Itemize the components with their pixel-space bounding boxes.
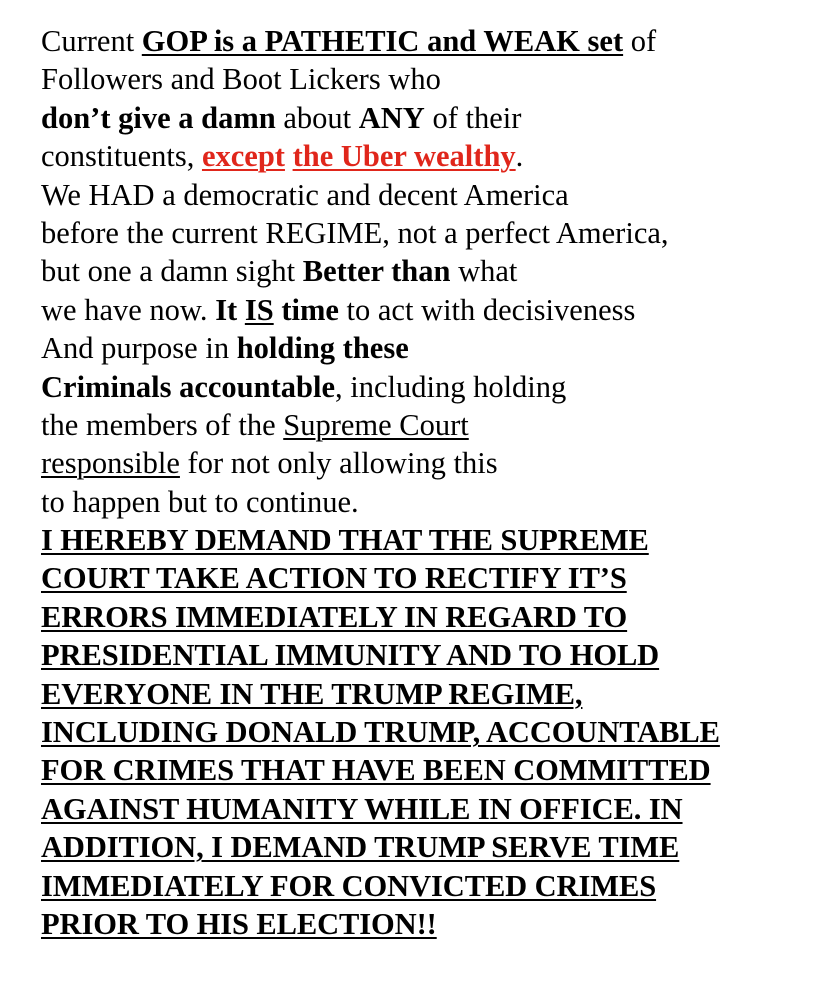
demand-line-3: ERRORS IMMEDIATELY IN REGARD TO: [41, 599, 628, 634]
text-run: of: [623, 24, 657, 58]
emphasis-dont-give-a-damn: don’t give a damn: [41, 100, 276, 135]
emphasis-holding-these: holding these: [236, 331, 409, 366]
emphasis-uber-wealthy: the Uber wealthy: [292, 139, 516, 174]
emphasis-supreme-court: Supreme Court: [283, 407, 469, 442]
text-run: before the current REGIME, not a perfect America,: [41, 215, 669, 250]
text-run: .: [515, 139, 524, 174]
text-run: , including holding: [334, 369, 567, 404]
text-run: We HAD a democratic and decent America: [41, 177, 569, 212]
text-run: to happen but to continue.: [41, 484, 359, 519]
text-line-8: [41, 291, 821, 329]
demand-line-9: ADDITION, I DEMAND TRUMP SERVE TIME: [41, 830, 680, 865]
text-line-3: [41, 99, 821, 137]
text-run: [237, 293, 245, 327]
emphasis-gop-weak: GOP is a PATHETIC and WEAK set: [141, 24, 624, 58]
emphasis-criminals-accountable: Criminals accountable: [41, 369, 335, 404]
text-line-10: [41, 368, 821, 406]
text-line-4: [41, 137, 821, 175]
text-line-13: [41, 483, 821, 521]
demand-line-7: FOR CRIMES THAT HAVE BEEN COMMITTED: [41, 753, 711, 788]
text-run: Current: [41, 24, 142, 58]
text-run: constituents,: [41, 139, 202, 174]
text-run: for not only allowing this: [179, 446, 498, 481]
emphasis-any: ANY: [358, 100, 425, 135]
emphasis-is: IS: [244, 292, 274, 327]
demand-line-2: COURT TAKE ACTION TO RECTIFY IT’S: [41, 561, 627, 596]
text-line-1: [41, 22, 821, 60]
demand-line-5: EVERYONE IN THE TRUMP REGIME,: [41, 676, 583, 711]
text-line-7: [41, 252, 821, 290]
text-run: but one a damn sight: [41, 254, 303, 289]
text-run: Followers and Boot Lickers who: [41, 62, 441, 97]
text-line-6: [41, 214, 821, 252]
text-run: the members of the: [41, 407, 284, 442]
text-run: of their: [424, 100, 522, 135]
emphasis-time: time: [281, 292, 339, 327]
emphasis-responsible: responsible: [41, 446, 180, 481]
text-run: we have now.: [41, 292, 216, 327]
text-run: what: [450, 254, 518, 289]
text-run: about: [275, 100, 359, 135]
text-line-5: [41, 176, 821, 214]
emphasis-it: It: [215, 292, 238, 327]
emphasis-except: except: [201, 139, 285, 174]
text-run: And purpose in: [41, 331, 237, 366]
text-line-9: [41, 329, 821, 367]
text-line-11: [41, 406, 821, 444]
demand-line-10: IMMEDIATELY FOR CONVICTED CRIMES: [41, 868, 657, 903]
emphasis-better-than: Better than: [302, 254, 451, 289]
text-run: to act with decisiveness: [338, 292, 636, 327]
text-line-12: [41, 444, 821, 482]
demand-line-4: PRESIDENTIAL IMMUNITY AND TO HOLD: [41, 638, 660, 673]
demand-line-6: INCLUDING DONALD TRUMP, ACCOUNTABLE: [41, 715, 720, 750]
statement-document: [41, 22, 821, 943]
demand-line-8: AGAINST HUMANITY WHILE IN OFFICE. IN: [41, 791, 683, 826]
demand-line-11: PRIOR TO HIS ELECTION!!: [41, 906, 437, 941]
demand-line-1: I HEREBY DEMAND THAT THE SUPREME: [41, 523, 649, 558]
text-line-2: [41, 60, 821, 98]
text-run: [285, 139, 293, 173]
